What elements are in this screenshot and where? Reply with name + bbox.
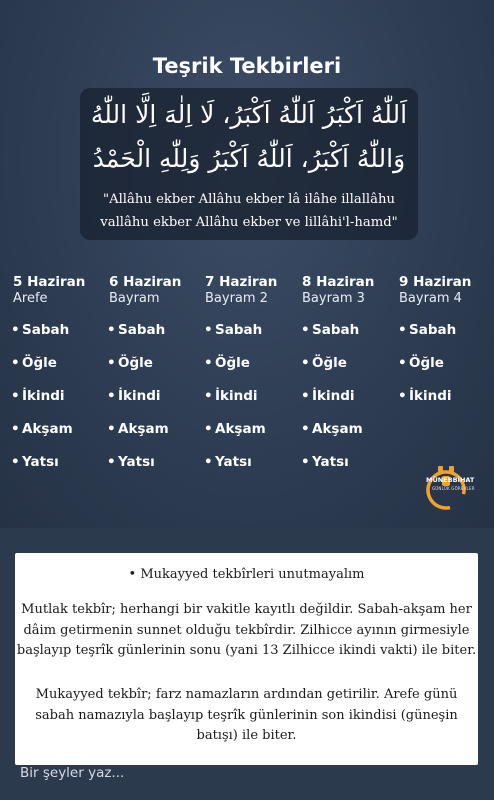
message-paragraph-mutlak: Mutlak tekbîr; herhangi bir vakitle kayıtlı değildir. Sabah-akşam her dâim getirmenin sunnet olduğu tekbîrdir. Zilhicce ayının girmesiyle başlayıp teşrîk günlerinin sonu (yani 13 Zilhicce ikindi vakti) ile biter.	[16, 602, 477, 658]
bullet-icon: •	[301, 388, 310, 404]
logo-name: MÜNEBBİHAT	[426, 476, 475, 484]
day-date: 5 Haziran	[13, 274, 86, 290]
day-column-header	[302, 274, 374, 306]
bullet-icon: •	[204, 421, 213, 437]
message-paragraph-mukayyed: Mukayyed tekbîr; farz namazların ardından getirilir. Arefe günü sabah namazıyla başlayıp teşrîk günlerinin son ikindisi (güneşin batışı) ile biter.	[35, 687, 458, 743]
prayer-list	[107, 320, 205, 485]
bullet-icon: •	[11, 388, 20, 404]
prayer-item: • Sabah	[107, 322, 166, 338]
day-label: Bayram 4	[399, 291, 462, 306]
day-label: Bayram 2	[205, 291, 268, 306]
prayer-item: • Sabah	[11, 322, 70, 338]
day-date: 9 Haziran	[399, 274, 472, 290]
day-column-header	[399, 274, 471, 306]
prayer-item: • Sabah	[301, 322, 360, 338]
bullet-icon: •	[398, 388, 407, 404]
bullet-icon: •	[107, 355, 116, 371]
day-date: 6 Haziran	[109, 274, 182, 290]
prayer-item: • İkindi	[107, 388, 161, 404]
day-column-header	[13, 274, 85, 306]
prayer-item: • İkindi	[11, 388, 65, 404]
bullet-icon: •	[107, 454, 116, 470]
message-card	[15, 553, 478, 765]
day-label: Bayram 3	[302, 291, 365, 306]
day-date: 8 Haziran	[302, 274, 375, 290]
prayer-item: • Öğle	[11, 355, 57, 371]
prayer-item: • İkindi	[398, 388, 452, 404]
prayer-item: • Öğle	[107, 355, 153, 371]
bullet-icon: •	[11, 322, 20, 338]
day-label: Arefe	[13, 291, 48, 306]
day-date: 7 Haziran	[205, 274, 278, 290]
bullet-icon: •	[301, 355, 310, 371]
bullet-icon: •	[11, 454, 20, 470]
bullet-icon: •	[398, 355, 407, 371]
transliteration-line-1: "Allâhu ekber Allâhu ekber lâ ilâhe illallâhu	[103, 192, 395, 207]
day-column-header	[109, 274, 181, 306]
prayer-item: • Sabah	[398, 322, 457, 338]
bullet-icon: •	[301, 322, 310, 338]
bullet-icon: •	[204, 454, 213, 470]
prayer-list	[11, 320, 109, 485]
arabic-takbir-line-1: اَللّٰهُ اَكْبَرُ اَللّٰهُ اَكْبَرُ، لَا اِلٰهَ اِلَّا اللّٰهُ	[90, 100, 408, 129]
prayer-item: • Yatsı	[301, 454, 349, 470]
transliteration-line-2: vallâhu ekber Allâhu ekber ve lillâhi'l-hamd"	[100, 215, 398, 230]
prayer-item: • Yatsı	[107, 454, 155, 470]
prayer-item: • Akşam	[107, 421, 169, 437]
prayer-item: • Öğle	[398, 355, 444, 371]
bullet-icon: •	[204, 388, 213, 404]
logo-tagline: GÜNLÜK GÖREVLER	[432, 486, 475, 491]
prayer-item: • Sabah	[204, 322, 263, 338]
bullet-icon: •	[107, 322, 116, 338]
bullet-icon: •	[301, 421, 310, 437]
arabic-takbir-line-2: وَاللّٰهُ اَكْبَرُ، اَللّٰهُ اَكْبَرُ وَلِلّٰهِ الْحَمْدُ	[92, 144, 406, 173]
prayer-item: • Öğle	[301, 355, 347, 371]
bullet-icon: •	[11, 421, 20, 437]
prayer-item: • Yatsı	[204, 454, 252, 470]
day-label: Bayram	[109, 291, 160, 306]
bullet-icon: •	[107, 421, 116, 437]
prayer-list	[398, 320, 494, 419]
prayer-item: • İkindi	[204, 388, 258, 404]
bullet-icon: •	[301, 454, 310, 470]
reply-input[interactable]: Bir şeyler yaz...	[20, 765, 125, 781]
prayer-item: • Öğle	[204, 355, 250, 371]
prayer-item: • İkindi	[301, 388, 355, 404]
prayer-item: • Akşam	[11, 421, 73, 437]
prayer-item: • Akşam	[301, 421, 363, 437]
prayer-item: • Yatsı	[11, 454, 59, 470]
poster-title: Teşrik Tekbirleri	[152, 54, 342, 78]
message-bullet-line: • Mukayyed tekbîrleri unutmayalım	[128, 567, 365, 582]
prayer-list	[204, 320, 302, 485]
prayer-list	[301, 320, 399, 485]
bullet-icon: •	[204, 322, 213, 338]
bullet-icon: •	[11, 355, 20, 371]
bullet-icon: •	[107, 388, 116, 404]
bullet-icon: •	[204, 355, 213, 371]
bullet-icon: •	[398, 322, 407, 338]
prayer-item: • Akşam	[204, 421, 266, 437]
day-column-header	[205, 274, 277, 306]
